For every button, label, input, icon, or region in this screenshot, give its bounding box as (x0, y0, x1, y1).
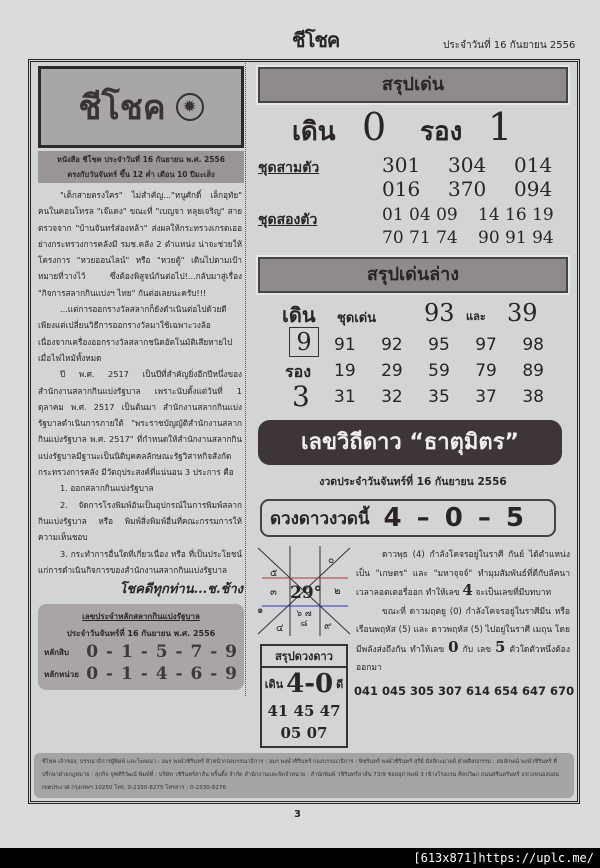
tens-label: หลักสิบ (44, 647, 69, 657)
paragraph: "เด็กสายตรงใคร" ไม่สำคัญ..."หนูศักดิ์ เล็กอุทัย" คนในคอนโทรล "เจ๊แดง" ขณะที่ "เบญจา หลุยเจริญ" สายตรวจจาก "บ้านจันทร์ส่องหล้า" ส่งผลให้กระทรวงเกรดเออย่างกระทรวงการคลังมี รมช.คลัง 2 ตำแหน่ง น่าจะช่วยให้โครงการ "หวยออนไลน์" หรือ "หวยตู้" เดินไปตามเป้าหมายที่วางไว้ ซึ่งต้องพิสูจน์กันต่อไป!...กลับมาสู่เรื่อง "กิจการสลากกินแบ่งฯ ไทย" กันต่อเลยนะครับ!!! (38, 190, 242, 298)
lower-set-label: ชุดเด่น (337, 311, 377, 326)
lead-digit: 0 (362, 105, 387, 149)
paragraph: ปี พ.ศ. 2517 เป็นปีที่สำคัญยิ่งอีกปีหนึ่งของสำนักงานสลากกินแบ่งรัฐบาล เพราะนับตั้งแต่วันที่ 1 ตุลาคม พ.ศ. 2517 เป็นต้นมา สำนักงานสลากกินแบ่งรัฐบาลดำเนินการภายใต้ "พระราชบัญญัติสำนักงานสลากกินแบ่งรัฐบาล พ.ศ. 2517" ที่กำหนดให้สำนักงานสลากกินแบ่งรัฐบาลมีฐานะเป็นนิติบุคคลลักษณะรัฐวิสาหกิจสังกัดกระทรวงการคลัง มีวัตถุประสงค์ที่แน่นอน 3 ประการ คือ (38, 369, 242, 478)
lower-set-a: 93 (424, 299, 455, 327)
star-summary-value: 4-0 (286, 669, 334, 699)
number: 32 (381, 387, 403, 407)
issue-band (38, 151, 244, 183)
highlight-digit: 4 (462, 581, 473, 599)
house-label: ๖ ๗ ๘ (296, 609, 312, 629)
highlight-digit: 0 (448, 637, 459, 656)
and-label: และ (466, 310, 486, 323)
units-digits: 0 - 1 - 4 - 6 - 9 (86, 664, 238, 685)
lower-second-digit: 3 (292, 380, 310, 413)
star-summary-numbers: 05 07 (280, 724, 328, 742)
house-label: ๕ (270, 568, 278, 579)
number-row (334, 387, 544, 413)
number-row (334, 335, 544, 361)
explanation-text: ตัวใดตัวหนึ่งต้องออกมา (356, 644, 571, 673)
column-logo (38, 66, 244, 148)
star-summary-lead: เดิน (264, 678, 284, 691)
number: 92 (381, 335, 403, 355)
number: 35 (428, 387, 450, 407)
house-label: ๑ (257, 605, 264, 616)
star-draw-date: งวดประจำวันจันทร์ที่ 16 กันยายน 2556 (319, 476, 507, 488)
three-digit-set: 304 (448, 153, 487, 177)
house-label: ๔ (276, 623, 284, 634)
two-digit-set: 90 91 94 (478, 228, 554, 248)
second-digit: 1 (488, 105, 513, 149)
lower-summary-header: สรุปเด่นล่าง (258, 257, 568, 293)
number: 91 (334, 335, 356, 355)
three-digit-set: 094 (514, 177, 553, 201)
number: 79 (475, 361, 497, 381)
signature: โชคดีทุกท่าน...ช.ช้าง (119, 582, 243, 598)
lower-second-label: รอง (285, 362, 312, 381)
explanation-text: จะเป็นเลขที่มีบทบาท (475, 588, 552, 598)
number: 98 (522, 335, 544, 355)
second-label: รอง (420, 117, 463, 147)
zodiac-center-degree: 29° (290, 583, 323, 603)
number: 31 (334, 387, 356, 407)
two-digit-set: 14 16 19 (478, 205, 554, 225)
issue-date: ประจำวันที่ 16 กันยายน 2556 (443, 40, 576, 51)
star-summary-title: สรุปดวงดาว (262, 646, 346, 668)
number: 19 (334, 361, 356, 381)
star-explanation (354, 546, 575, 698)
house-label: ๐ (328, 555, 335, 566)
lottery-digits-box (38, 604, 244, 690)
number: 89 (522, 361, 544, 381)
lower-numbers-grid (334, 335, 544, 413)
two-digit-set: 70 71 74 (382, 228, 458, 248)
two-digit-set: 01 04 09 (382, 205, 458, 225)
lottery-box-title: เลขประจำหลักสลากกินแบ่งรัฐบาล (82, 612, 200, 622)
lead-label: เดิน (292, 117, 336, 147)
star-summary-suffix: ดี (336, 678, 344, 691)
number: 59 (428, 361, 450, 381)
star-numbers-box (260, 499, 556, 537)
units-label: หลักหน่วย (44, 669, 79, 679)
tens-digits: 0 - 1 - 5 - 7 - 9 (86, 642, 238, 663)
lottery-box-date: ประจำวันจันทร์ที่ 16 กันยายน พ.ศ. 2556 (66, 629, 216, 639)
three-digit-label: ชุดสามตัว (258, 160, 320, 176)
issue-line: หนังสือ ชีโชค ประจำวันที่ 16 กันยายน พ.ศ. 2556 (57, 155, 225, 164)
left-column (32, 63, 246, 696)
list-item: 2. จัดการโรงพิมพ์อันเป็นอุปกรณ์ในการพิมพ์สลากกินแบ่งรัฐบาล หรือ พิมพ์สิ่งพิมพ์อื่นที่คณะกรรมการให้ความเห็นชอบ (38, 499, 242, 543)
lower-lead-label: เดิน (282, 303, 316, 327)
number-row (334, 361, 544, 387)
masthead-logo: ชีโชค (292, 28, 340, 52)
star-numbers-value: 4 – 0 – 5 (383, 503, 528, 533)
image-host-watermark: [613x871]https://uplc.me/ (0, 848, 600, 868)
article-body (38, 187, 242, 578)
two-digit-label: ชุดสองตัว (258, 212, 318, 228)
right-column (252, 63, 574, 753)
paragraph: ...แต่การออกรางวัลสลากก็ยังดำเนินต่อไปด้วยดี เพียงแต่เปลี่ยนวิธีการออกรางวัลมาใช้เฉพาะวงล้อ เนื่องจากเครื่องออกรางวัลสลากชนิดอัตโนมัติเสียหายไปเมื่อไฟไหม้ทั้งหมด (38, 304, 233, 363)
list-item: 1. ออกสลากกินแบ่งรัฐบาล (60, 483, 154, 494)
highlight-digit: 5 (495, 637, 506, 656)
sun-icon: ✹ (176, 93, 204, 121)
number: 29 (381, 361, 403, 381)
lunar-date-line: ตรงกับวันจันทร์ ขึ้น 12 ค่ำ เดือน 10 ปีมะเส็ง (67, 170, 215, 179)
number: 38 (522, 387, 544, 407)
house-label: ๓ (270, 587, 277, 598)
lower-lead-digit: 9 (289, 327, 319, 357)
summary-header: สรุปเด่น (258, 67, 568, 103)
three-digit-set: 301 (382, 153, 421, 177)
star-summary-box (260, 644, 348, 748)
three-digit-set: 016 (382, 177, 421, 201)
house-label: ๙ (324, 621, 332, 632)
star-section-title: เลขวิถีดาว “ธาตุมิตร” (258, 420, 562, 465)
star-three-digit-numbers: 041 045 305 307 614 654 647 670 (354, 683, 575, 698)
list-item: 3. กระทำการอื่นใดที่เกี่ยวเนื่อง หรือ ที่เป็นประโยชน์แก่การดำเนินกิจการของสำนักงานสลากกินแบ่งรัฐบาล (38, 548, 242, 575)
imprint-footer: ชีโชค เจ้าของ, บรรณาธิการผู้พิมพ์ และโฆษณา : อมร พงษ์วชิรินทร์ หัวหน้ากองบรรณาธิการ : อมร พงษ์วชิรินทร์ กองบรรณาธิการ : พิชรินทร์ พงษ์วชิรินทร์ สุรีย์ มัลลิกะมาลย์ ฝ่ายศิลปกรรม : สมลักษณ์ พงษ์วชิรินทร์ ที่ปรึกษาฝ่ายกฎหมาย : สุภกิจ จูฑศิริวัฒน์ พิมพ์ที่ : บริษัท วชิรินทร์สาส์น พริ้นติ้ง จำกัด สำนักงานและจัดจำหน่าย : สำนักพิมพ์ วชิรินทร์สาส์น 73/9 ซอยสุภาพงษ์ 3 (ข้างโรงแรม ศิลปวัฒ) ถนนศรีนครินทร์ แขวงหนองบอน เขตประเวศ กรุงเทพฯ 10250 โทร. 0-2330-8275 โทรสาร : 0-2330-8276 (34, 753, 574, 798)
column-logo-text: ชีโชค (78, 88, 166, 128)
star-numbers-label: ดวงดาวงวดนี้ (270, 508, 370, 529)
house-label: ๒ (334, 586, 341, 597)
three-digit-set: 370 (448, 177, 487, 201)
star-summary-numbers: 41 45 47 (267, 702, 341, 720)
explanation-text: ดาวพุธ (4) กำลังโคจรอยู่ในราศี กันย์ ได้ตำแหน่งเป็น "เกษตร" และ "มหาจุจจ์" ทำมุมสัมพันธ์ที่ดีกับลัคนา เวลาลอตเตอรี่ออก ทำให้เลข (356, 550, 570, 598)
page-number: 3 (294, 809, 301, 820)
number: 97 (475, 335, 497, 355)
three-digit-set: 014 (514, 153, 553, 177)
number: 37 (475, 387, 497, 407)
number: 95 (428, 335, 450, 355)
lower-set-b: 39 (507, 299, 538, 327)
explanation-text: ขณะที่ ดาวมฤตยู (0) กำลังโคจรอยู่ในราศีมีน หรือ เรือนพฤหัส (5) และ ดาวพฤหัส (5) ไปอยู่ในราศี เมถุน โดยมีพลังส่งถึงกัน ทำให้เลข (356, 606, 570, 655)
explanation-text: กับ เลข (462, 644, 492, 655)
